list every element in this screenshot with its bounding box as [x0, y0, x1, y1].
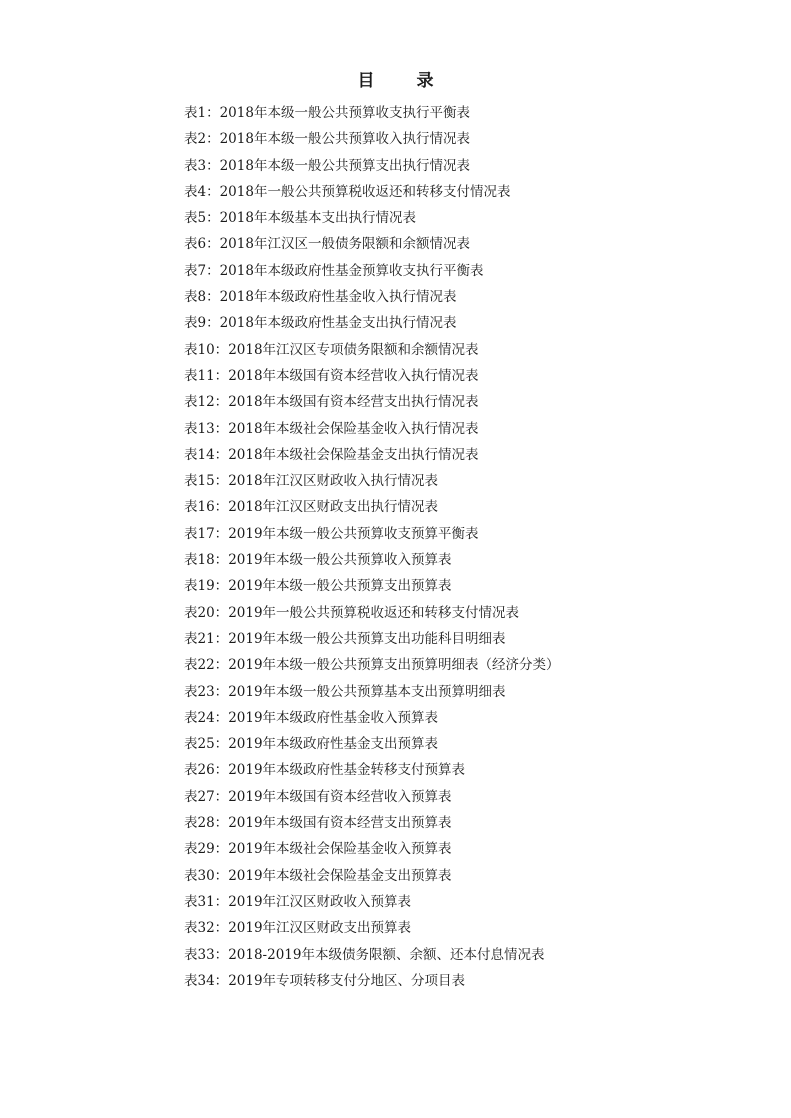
toc-entry-title: 2019年专项转移支付分地区、分项目表 [228, 972, 466, 989]
toc-entry[interactable] [184, 784, 744, 810]
toc-entry-title: 2018年本级政府性基金预算收支执行平衡表 [219, 262, 484, 279]
toc-entry-title: 2019年本级政府性基金收入预算表 [228, 709, 439, 726]
toc-entry-title: 2019年本级社会保险基金支出预算表 [228, 867, 452, 884]
toc-entry-title: 2019年本级一般公共预算收入预算表 [228, 552, 452, 569]
toc-entry-number: 表30： [184, 867, 229, 884]
toc-entry-number: 表23： [184, 683, 229, 700]
toc-entry[interactable] [184, 521, 744, 547]
toc-entry-title: 2019年本级一般公共预算收支预算平衡表 [228, 525, 479, 542]
toc-entry[interactable] [184, 284, 744, 310]
toc-entry[interactable] [184, 179, 744, 205]
toc-entry-number: 表17： [184, 525, 229, 542]
toc-entry-title: 2018年一般公共预算税收返还和转移支付情况表 [219, 183, 511, 200]
toc-entry-number: 表29： [184, 841, 229, 858]
toc-entry-number: 表19： [184, 578, 229, 595]
toc-entry-number: 表24： [184, 709, 229, 726]
toc-entry-title: 2018年本级一般公共预算收支执行平衡表 [219, 105, 470, 121]
toc-entry[interactable] [184, 468, 744, 494]
toc-entry[interactable] [184, 573, 744, 599]
toc-entry[interactable] [184, 310, 744, 336]
toc-entry[interactable] [184, 494, 744, 520]
toc-entry-title: 2018年本级一般公共预算支出执行情况表 [219, 157, 470, 174]
toc-entry-title: 2018年本级国有资本经营支出执行情况表 [228, 394, 479, 411]
toc-entry-number: 表12： [184, 394, 229, 411]
toc-entry-title: 2018年江汉区专项债务限额和余额情况表 [228, 341, 479, 358]
toc-entry-number: 表26： [184, 762, 229, 779]
toc-entry-number: 表7： [184, 262, 220, 279]
toc-entry-number: 表27： [184, 788, 229, 805]
toc-entry-number: 表16： [184, 499, 229, 516]
toc-entry-number: 表34： [184, 972, 229, 989]
toc-entry-title: 2018年本级一般公共预算收入执行情况表 [219, 131, 470, 148]
toc-entry-number: 表4： [184, 183, 220, 200]
toc-entry-number: 表18： [184, 552, 229, 569]
toc-entry-number: 表6： [184, 236, 220, 253]
toc-entry-number: 表22： [184, 657, 229, 674]
toc-entry[interactable] [184, 836, 744, 862]
toc-entry-number: 表32： [184, 920, 229, 937]
toc-entry-number: 表25： [184, 736, 229, 753]
toc-entry-title: 2018-2019年本级债务限额、余额、还本付息情况表 [228, 946, 545, 963]
toc-entry[interactable] [184, 705, 744, 731]
page-title: 目 录 [357, 71, 452, 91]
toc-entry-title: 2019年本级一般公共预算支出功能科目明细表 [228, 630, 506, 647]
toc-entry[interactable] [184, 679, 744, 705]
toc-entry[interactable] [184, 889, 744, 915]
toc-entry-number: 表10： [184, 341, 229, 358]
table-of-contents [184, 100, 744, 994]
toc-entry-number: 表31： [184, 893, 229, 910]
toc-entry[interactable] [184, 968, 744, 994]
toc-entry[interactable] [184, 416, 744, 442]
toc-entry-title: 2019年江汉区财政支出预算表 [228, 920, 412, 937]
toc-entry-title: 2018年本级政府性基金支出执行情况表 [219, 315, 457, 332]
toc-entry-number: 表1： [184, 105, 220, 121]
toc-entry[interactable] [184, 389, 744, 415]
toc-entry-title: 2019年本级一般公共预算支出预算明细表（经济分类） [228, 657, 560, 674]
toc-entry[interactable] [184, 205, 744, 231]
toc-entry[interactable] [184, 363, 744, 389]
toc-entry-title: 2019年本级社会保险基金收入预算表 [228, 841, 452, 858]
toc-entry[interactable] [184, 547, 744, 573]
toc-entry-number: 表9： [184, 315, 220, 332]
toc-entry-number: 表11： [184, 367, 229, 384]
toc-entry-title: 2019年本级政府性基金转移支付预算表 [228, 762, 466, 779]
toc-entry-number: 表8： [184, 289, 220, 306]
toc-entry[interactable] [184, 126, 744, 152]
toc-entry-number: 表5： [184, 210, 220, 227]
toc-entry-title: 2018年本级社会保险基金支出执行情况表 [228, 446, 479, 463]
toc-entry[interactable] [184, 231, 744, 257]
toc-entry[interactable] [184, 337, 744, 363]
toc-entry[interactable] [184, 810, 744, 836]
toc-entry[interactable] [184, 153, 744, 179]
toc-entry-title: 2019年本级政府性基金支出预算表 [228, 736, 439, 753]
toc-entry-title: 2019年江汉区财政收入预算表 [228, 893, 412, 910]
toc-entry-title: 2018年本级政府性基金收入执行情况表 [219, 289, 457, 306]
toc-entry-number: 表21： [184, 630, 229, 647]
toc-entry-number: 表13： [184, 420, 229, 437]
toc-entry-title: 2018年江汉区财政支出执行情况表 [228, 499, 439, 516]
toc-entry-title: 2019年本级国有资本经营收入预算表 [228, 788, 452, 805]
toc-entry-number: 表2： [184, 131, 220, 148]
toc-entry-title: 2018年本级基本支出执行情况表 [219, 210, 416, 227]
toc-entry[interactable] [184, 915, 744, 941]
toc-entry[interactable] [184, 626, 744, 652]
toc-entry[interactable] [184, 731, 744, 757]
toc-entry-number: 表28： [184, 815, 229, 832]
toc-entry-title: 2018年本级社会保险基金收入执行情况表 [228, 420, 479, 437]
toc-entry-number: 表15： [184, 473, 229, 490]
toc-entry-title: 2018年本级国有资本经营收入执行情况表 [228, 367, 479, 384]
toc-entry[interactable] [184, 652, 744, 678]
toc-entry-number: 表20： [184, 604, 229, 621]
toc-entry-title: 2019年本级一般公共预算支出预算表 [228, 578, 452, 595]
toc-entry[interactable] [184, 600, 744, 626]
toc-entry-number: 表14： [184, 446, 229, 463]
toc-entry[interactable] [184, 258, 744, 284]
toc-entry-title: 2018年江汉区财政收入执行情况表 [228, 473, 439, 490]
toc-entry-title: 2018年江汉区一般债务限额和余额情况表 [219, 236, 470, 253]
toc-entry[interactable] [184, 757, 744, 783]
toc-entry[interactable] [184, 942, 744, 968]
toc-entry-title: 2019年一般公共预算税收返还和转移支付情况表 [228, 604, 520, 621]
toc-entry-title: 2019年本级一般公共预算基本支出预算明细表 [228, 683, 506, 700]
toc-entry-title: 2019年本级国有资本经营支出预算表 [228, 815, 452, 832]
toc-entry[interactable] [184, 442, 744, 468]
toc-entry-number: 表3： [184, 157, 220, 174]
toc-entry[interactable] [184, 863, 744, 889]
toc-entry-number: 表33： [184, 946, 229, 963]
toc-entry[interactable] [184, 100, 744, 126]
